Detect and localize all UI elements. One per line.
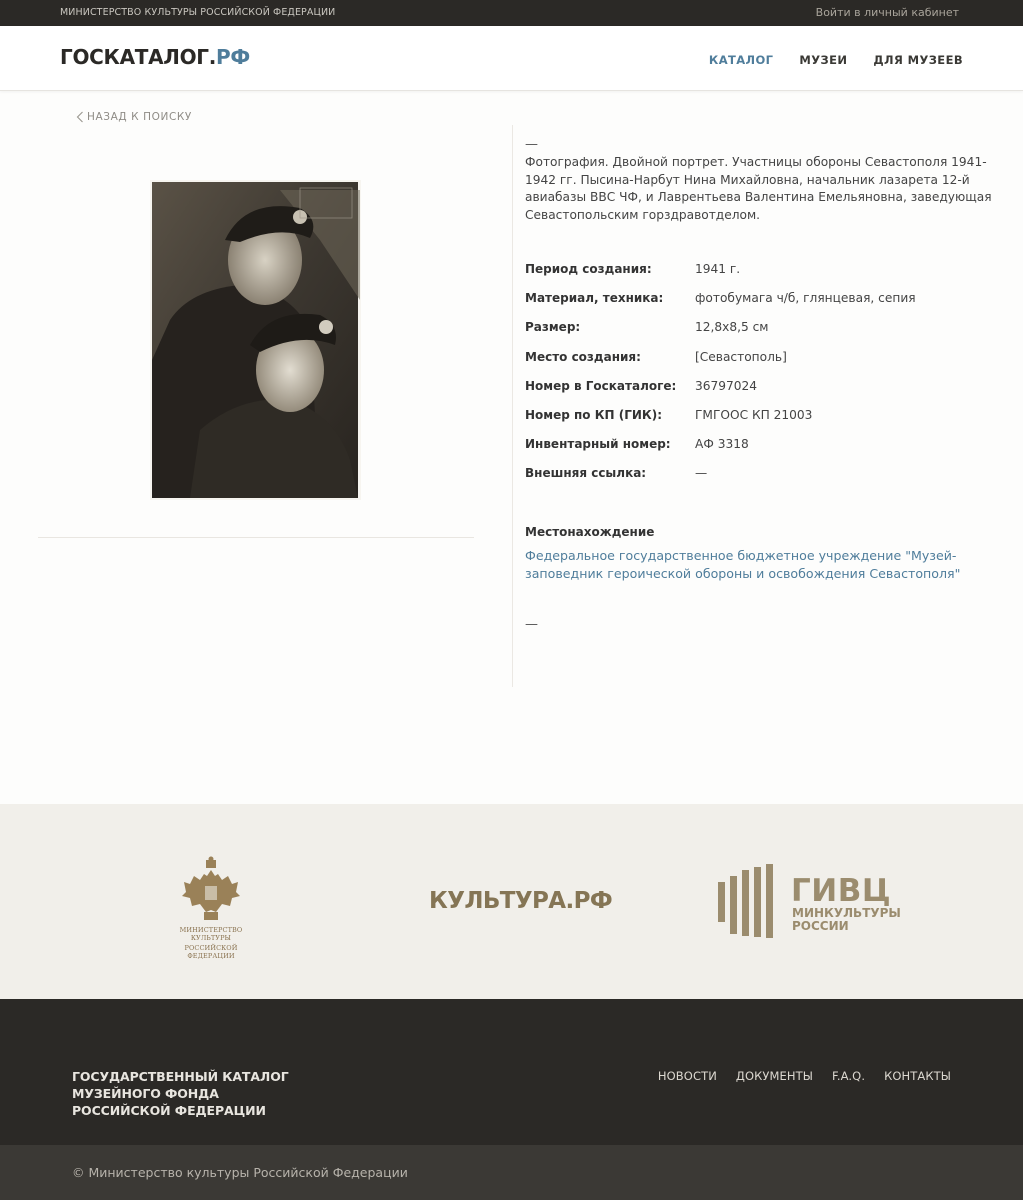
- givc-subtitle: [792, 907, 901, 933]
- property-label: Материал, техника:: [525, 291, 664, 306]
- property-value: 36797024: [695, 378, 758, 393]
- givc-title: ГИВЦ: [791, 873, 892, 909]
- footer-title-line-1: ГОСУДАРСТВЕННЫЙ КАТАЛОГ: [72, 1069, 289, 1084]
- item-description: Фотография. Двойной портрет. Участницы обороны Севастополя 1941-1942 гг. Пысина-Нарбут Нина Михайловна, начальник лазарета 12-й авиабазы ВВС ЧФ, и Лаврентьева Валентина Емельяновна, заведующая Севастопольским горздравотделом.: [525, 155, 992, 222]
- givc-bars-icon: [718, 864, 776, 940]
- footer-link-contacts[interactable]: КОНТАКТЫ: [884, 1069, 951, 1083]
- property-label: Место создания:: [525, 349, 641, 364]
- logo-suffix: РФ: [216, 45, 250, 69]
- property-value: 12,8x8,5 см: [695, 320, 769, 335]
- ministry-caption-1: МИНИСТЕРСТВО КУЛЬТУРЫ: [179, 926, 243, 942]
- copyright-bar: [0, 1145, 1023, 1200]
- property-label: Номер в Госкаталоге:: [525, 378, 677, 393]
- ministry-link[interactable]: МИНИСТЕРСТВО КУЛЬТУРЫ РОССИЙСКОЙ ФЕДЕРАЦИИ: [60, 7, 336, 18]
- property-row: [525, 466, 1005, 495]
- ministry-caption-2: РОССИЙСКОЙ ФЕДЕРАЦИИ: [184, 944, 238, 960]
- main-nav: [709, 53, 963, 67]
- back-to-search-link[interactable]: [76, 111, 192, 123]
- property-value: ГМГООС КП 21003: [695, 407, 813, 422]
- property-label: Номер по КП (ГИК):: [525, 407, 663, 422]
- copyright-text: © Министерство культуры Российской Федерации: [72, 1165, 408, 1180]
- chevron-left-icon: [76, 111, 84, 123]
- footer-title-line-3: РОССИЙСКОЙ ФЕДЕРАЦИИ: [72, 1103, 266, 1118]
- property-row: [525, 291, 1005, 320]
- footer-link-faq[interactable]: F.A.Q.: [832, 1069, 866, 1083]
- givc-subtitle-line-1: МИНКУЛЬТУРЫ: [792, 906, 901, 920]
- property-row: [525, 262, 1005, 291]
- title-dash: —: [525, 137, 538, 152]
- double-eagle-emblem-icon: [180, 856, 242, 924]
- property-row: [525, 320, 1005, 349]
- property-value: АФ 3318: [695, 437, 749, 452]
- property-label: Инвентарный номер:: [525, 437, 671, 452]
- property-row: [525, 437, 1005, 466]
- nav-catalog[interactable]: КАТАЛОГ: [708, 53, 774, 67]
- property-label: Период создания:: [525, 262, 652, 276]
- footer-link-news[interactable]: НОВОСТИ: [657, 1069, 717, 1083]
- logo-main: ГОСКАТАЛОГ.: [60, 45, 217, 69]
- givc-subtitle-line-2: РОССИИ: [792, 919, 849, 933]
- partners-band: [0, 804, 1023, 999]
- item-photo[interactable]: [150, 180, 361, 500]
- property-row: [525, 408, 1005, 437]
- footer-link-documents[interactable]: ДОКУМЕНТЫ: [735, 1069, 814, 1083]
- left-divider: [38, 537, 474, 538]
- kultura-rf-logo[interactable]: КУЛЬТУРА.РФ: [429, 888, 613, 914]
- portrait-photo-image: [150, 180, 361, 500]
- site-logo[interactable]: [60, 45, 250, 69]
- location-title: Местонахождение: [525, 525, 655, 539]
- givc-logo[interactable]: [718, 864, 918, 944]
- property-value: 1941 г.: [695, 262, 741, 276]
- footer-title: [72, 1068, 289, 1119]
- site-header: [0, 26, 1023, 91]
- top-bar: [0, 0, 1023, 26]
- property-label: Внешняя ссылка:: [525, 466, 647, 481]
- property-value: [Севастополь]: [695, 349, 787, 364]
- item-properties: [525, 262, 1005, 496]
- site-footer: [0, 999, 1023, 1145]
- vertical-divider: [512, 125, 513, 687]
- property-label: Размер:: [525, 320, 581, 335]
- bottom-dash: —: [525, 617, 538, 632]
- footer-title-line-2: МУЗЕЙНОГО ФОНДА: [72, 1086, 219, 1101]
- footer-nav: [658, 1069, 951, 1083]
- nav-museums[interactable]: МУЗЕИ: [799, 53, 848, 67]
- property-row: [525, 350, 1005, 379]
- property-value: —: [695, 466, 708, 481]
- nav-for-museums[interactable]: ДЛЯ МУЗЕЕВ: [873, 53, 963, 67]
- property-value: фотобумага ч/б, глянцевая, сепия: [695, 291, 916, 306]
- property-row: [525, 379, 1005, 408]
- login-link[interactable]: Войти в личный кабинет: [815, 6, 959, 19]
- back-label: НАЗАД К ПОИСКУ: [87, 111, 192, 123]
- ministry-logo[interactable]: [160, 856, 262, 960]
- location-link[interactable]: Федеральное государственное бюджетное учреждение "Музей-заповедник героической обороны и освобождения Севастополя": [525, 548, 961, 581]
